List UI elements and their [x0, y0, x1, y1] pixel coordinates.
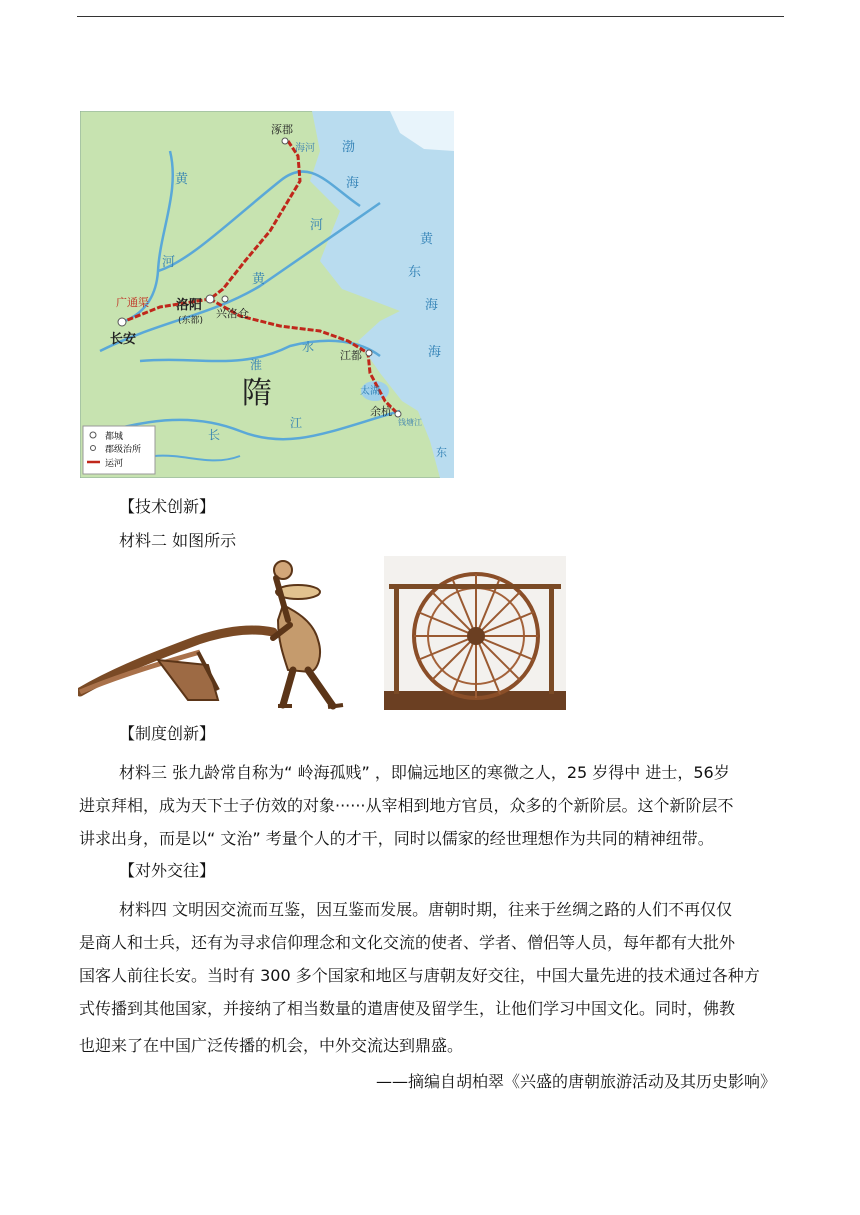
material4-line-1: 材料四 文明因交流而互鉴，因互鉴而发展。唐朝时期，往来于丝绸之路的人们不再仅仅	[119, 900, 733, 919]
material4-line-2: 是商人和士兵，还有为寻求信仰理念和文化交流的使者、学者、僧侣等人员，每年都有大批外	[79, 933, 736, 952]
label-sea-2: 海	[428, 345, 442, 360]
label-zhuojun: 涿郡	[271, 123, 293, 136]
label-he-mid: 河	[310, 218, 324, 233]
label-sui: 隋	[242, 376, 272, 411]
label-luoyang: 洛阳	[176, 298, 203, 313]
material4-line-3: 国客人前往长安。当时有 300 多个国家和地区与唐朝友好交往，中国大量先进的技术通过各种方	[79, 966, 760, 985]
label-changan: 长安	[110, 332, 137, 347]
label-huai: 淮	[250, 358, 263, 372]
sui-grand-canal-map	[80, 111, 454, 478]
curved-plow-illustration	[78, 560, 346, 712]
label-huang-west: 黄	[175, 172, 189, 187]
label-east-sea: 东	[408, 265, 422, 280]
legend-capital: 都城	[105, 432, 124, 442]
label-bohai-2: 海	[346, 176, 360, 191]
header-rule	[77, 16, 784, 17]
material3-paragraph	[79, 756, 779, 855]
material3-line-3: 讲求出身，而是以“ 文治” 考量个人的才干，同时以儒家的经世理想作为共同的精神纽带。	[79, 829, 714, 848]
source-citation: ——摘编自胡柏翠《兴盛的唐朝旅游活动及其历史影响》	[375, 1072, 776, 1091]
label-luoyang-sub: (东都)	[178, 316, 204, 326]
material2-caption: 材料二 如图所示	[119, 531, 237, 550]
label-haihe: 海河	[295, 143, 315, 154]
material4-line-4: 式传播到其他国家，并接纳了相当数量的遣唐使及留学生，让他们学习中国文化。同时，佛教	[79, 999, 736, 1018]
label-guangtongqu: 广通渠	[116, 296, 149, 309]
label-chang: 长	[208, 428, 221, 442]
section-system-heading: 【制度创新】	[119, 724, 216, 743]
label-yellow-sea: 黄	[420, 232, 434, 247]
label-jiangdu: 江都	[340, 349, 362, 362]
label-sea-1: 海	[425, 298, 439, 313]
material4-line-5: 也迎来了在中国广泛传播的机会，中外交流达到鼎盛。	[79, 1036, 464, 1055]
label-yuhang: 余杭	[370, 405, 392, 418]
legend-canal: 运河	[105, 459, 124, 469]
section-foreign-heading: 【对外交往】	[119, 861, 216, 880]
legend-prefecture: 郡级治所	[105, 445, 142, 455]
section-tech-heading: 【技术创新】	[119, 497, 216, 516]
label-bohai-1: 渤	[342, 140, 356, 155]
water-wheel-illustration	[384, 556, 566, 710]
label-shui: 水	[302, 340, 315, 354]
material3-line-1: 材料三 张九龄常自称为“ 岭海孤贱” ，即偏远地区的寒微之人，25 岁得中 进士，56岁	[119, 763, 730, 782]
label-huang-mid: 黄	[252, 272, 266, 287]
label-taihu: 太湖	[360, 386, 380, 397]
label-he-west: 河	[162, 255, 176, 270]
map-legend	[83, 426, 155, 474]
label-qiantangjiang: 钱塘江	[398, 418, 422, 427]
material4-paragraph	[79, 893, 779, 1062]
label-jiang: 江	[290, 416, 303, 430]
label-dong-bottom: 东	[436, 446, 447, 459]
material3-line-2: 进京拜相，成为天下士子仿效的对象······从宰相到地方官员，众多的个新阶层。这个新阶层不	[79, 796, 734, 815]
label-xingluocang: 兴洛仓	[216, 307, 249, 320]
